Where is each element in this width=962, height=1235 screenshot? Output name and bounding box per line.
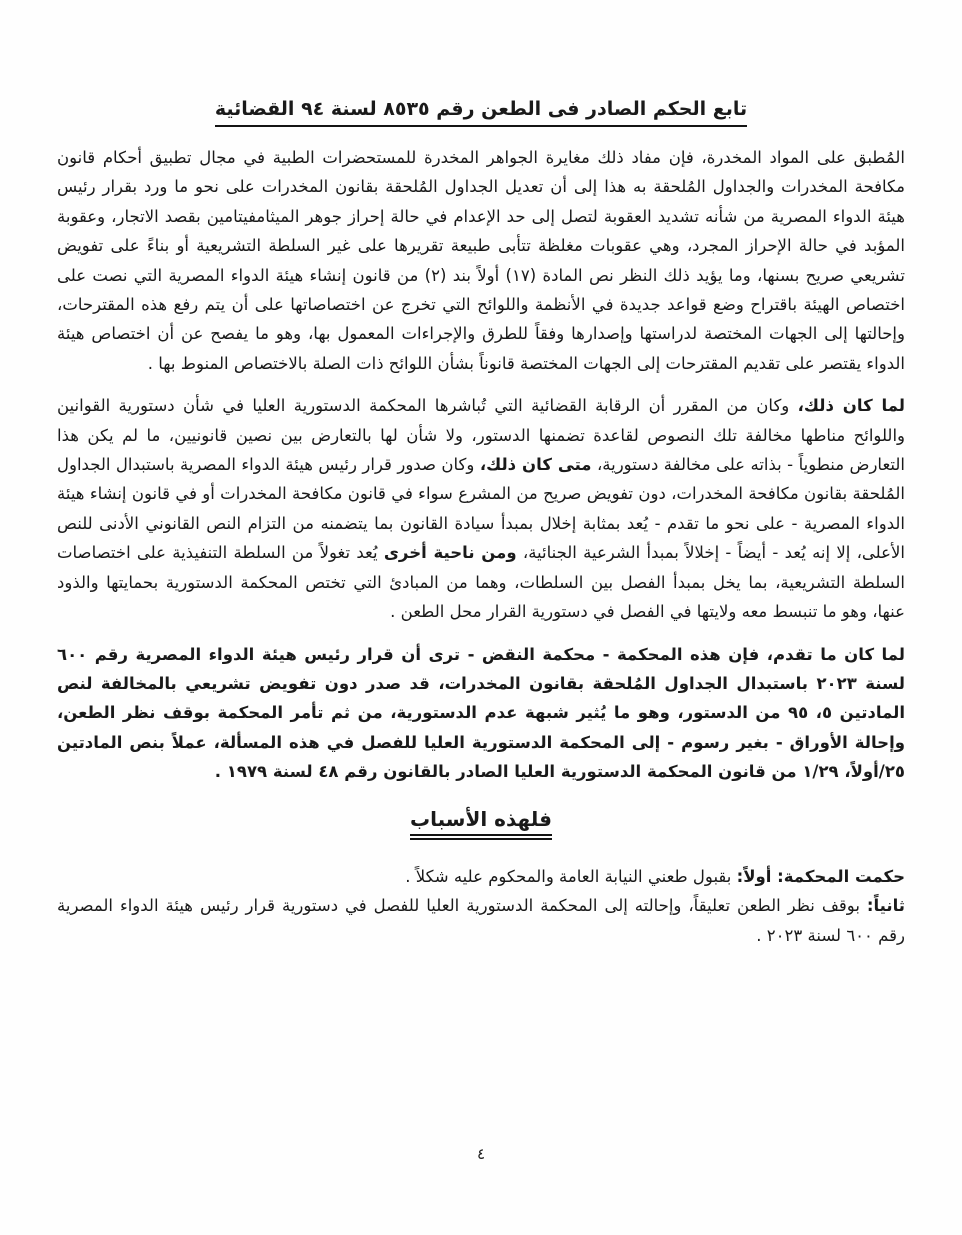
paragraph-legal-analysis: المُطبق على المواد المخدرة، فإن مفاد ذلك مغايرة الجواهر المخدرة للمستحضرات الطبية في مجال تطبيق أحكام قانون مكافحة المخدرات والجداول المُلحقة به هذا إلى أن تعديل الجداول المُلحقة بقانون المخدرات على نحو ما ورد بقرار رئيس هيئة الدواء المصرية من شأنه تشديد العقوبة لتصل إلى حد الإعدام في حالة إحراز جوهر الميثامفيتامين بقصد الاتجار، وعقوبة المؤبد في حالة الإحراز المجرد، وهي عقوبات مغلظة تتأبى طبيعة تقريرها على غير السلطة التشريعية أو بناءً على تفويض تشريعي صريح بسنها، وما يؤيد ذلك النظر نص المادة (١٧) أولاً بند (٢) من قانون إنشاء هيئة الدواء المصرية التي نصت على اختصاص الهيئة باقتراح وضع قواعد جديدة في الأنظمة واللوائح التي تخرج عن اختصاصاتها على أن يتم رفع هذه المقترحات، وإحالتها إلى الجهات المختصة لدراستها وإصدارها وفقاً للطرق والإجراءات المعمول بها، وهو ما يفصح عن أن اختصاص هيئة الدواء يقتصر على تقديم المقترحات إلى الجهات المختصة قانوناً بشأن اللوائح ذات الصلة بالاختصاص المنوط بها . — [57, 148, 905, 373]
paragraph-court-conclusion: لما كان ما تقدم، فإن هذه المحكمة - محكمة النقض - ترى أن قرار رئيس هيئة الدواء المصرية رقم ٦٠٠ لسنة ٢٠٢٣ باستبدال الجداول المُلحقة بقانون المخدرات، قد صدر دون تفويض تشريعي بالمخالفة لنص المادتين ٥، ٩٥ من الدستور، وهو ما يُثير شبهة عدم الدستورية، من ثم تأمر المحكمة بوقف نظر الطعن، وإحالة الأوراق - بغير رسوم - إلى المحكمة الدستورية العليا للفصل في هذه المسألة، عملاً بنص المادتين ٢٥/أولاً، ١/٢٩ من قانون المحكمة الدستورية العليا الصادر بالقانون رقم ٤٨ لسنة ١٩٧٩ . — [57, 644, 906, 782]
reasons-heading — [410, 807, 552, 841]
paragraph-ruling-second: ثانياً: بوقف نظر الطعن تعليقاً، وإحالته إلى المحكمة الدستورية العليا للفصل في دستورية قرار رئيس هيئة الدواء المصرية رقم ٦٠٠ لسنة ٢٠٢٣ . — [57, 896, 905, 945]
judgment-title-row — [57, 98, 905, 127]
paragraph-ruling-first: حكمت المحكمة: أولاً: بقبول طعني النيابة العامة والمحكوم عليه شكلاً . — [405, 867, 905, 887]
paragraph-constitutional-review: لما كان ذلك، وكان من المقرر أن الرقابة القضائية التي تُباشرها المحكمة الدستورية العليا في شأن دستورية القوانين واللوائح مناطها مخالفة تلك النصوص لقاعدة تضمنها الدستور، ولا شأن لها بالتعارض بين نصين قانونيين، ما لم يكن هذا التعارض منطوياً - بذاته على مخالفة دستورية، متى كان ذلك، وكان صدور قرار رئيس هيئة الدواء المصرية باستبدال الجداول المُلحقة بقانون مكافحة المخدرات، دون تفويض صريح من المشرع سواء في قانون مكافحة المخدرات أو في قانون إنشاء هيئة الدواء المصرية - على نحو ما تقدم - يُعد بمثابة إخلال بمبدأ سيادة القانون بما يتضمنه من التزام النص القانوني الأدنى للنص الأعلى، إلا إنه يُعد - أيضاً - إخلالاً بمبدأ الشرعية الجنائية، ومن ناحية أخرى يُعد تغولاً من السلطة التنفيذية على اختصاصات السلطة التشريعية، بما يخل بمبدأ الفصل بين السلطات، وهما من المبادئ التي تختص المحكمة الدستورية بحمايتها والذود عنها، وهو ما تنبسط معه ولايتها في الفصل في دستورية القرار محل الطعن . — [57, 396, 905, 622]
document-content — [57, 98, 905, 950]
reasons-heading-row — [57, 807, 905, 841]
page-number: ٤ — [476, 1145, 486, 1163]
judgment-title: تابع الحكم الصادر فى الطعن رقم ٨٥٣٥ لسنة ٩٤ القضائية — [215, 98, 747, 127]
reasons-heading-text: فلهذه الأسباب — [410, 807, 552, 836]
